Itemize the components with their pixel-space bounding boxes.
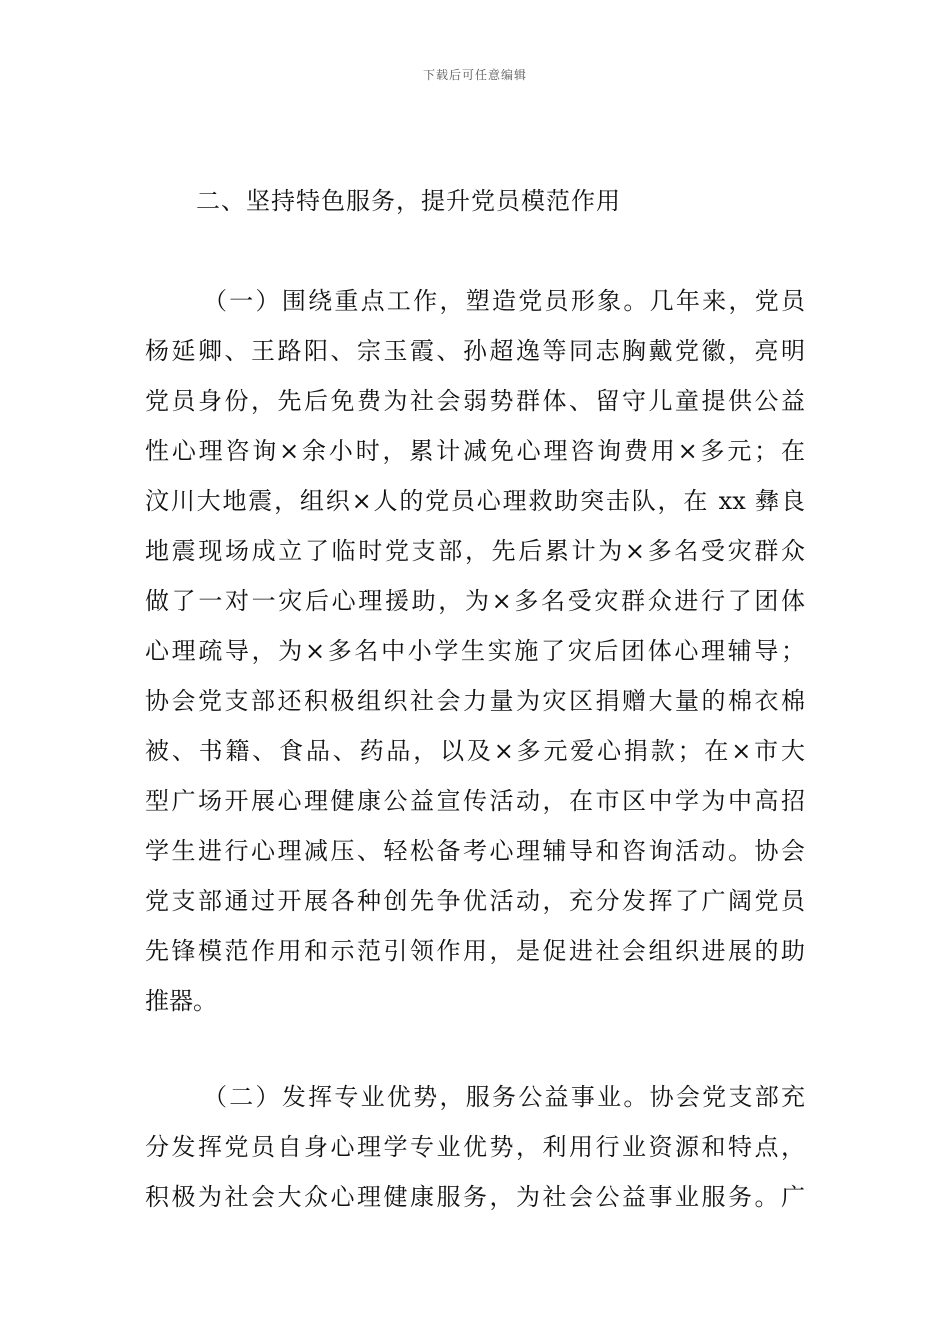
- paragraph-line: 积极为社会大众心理健康服务，为社会公益事业服务。广: [145, 1183, 805, 1211]
- paragraph-line: 党员身份，先后免费为社会弱势群体、留守儿童提供公益: [145, 387, 805, 415]
- paragraph-line: 做了一对一灾后心理援助，为×多名受灾群众进行了团体: [145, 587, 805, 615]
- paragraph-line: 型广场开展心理健康公益宣传活动，在市区中学为中高招: [145, 787, 805, 815]
- paragraph-line: 先锋模范作用和示范引领作用，是促进社会组织进展的助: [145, 937, 805, 965]
- paragraph-line: 推器。: [145, 987, 217, 1015]
- paragraph-line: 分发挥党员自身心理学专业优势，利用行业资源和特点，: [145, 1133, 805, 1161]
- paragraph-line: （二）发挥专业优势，服务公益事业。协会党支部充: [203, 1083, 805, 1111]
- paragraph-line: 协会党支部还积极组织社会力量为灾区捐赠大量的棉衣棉: [145, 687, 805, 715]
- section-heading: 二、坚持特色服务，提升党员模范作用: [196, 187, 621, 215]
- paragraph-1: [145, 276, 805, 1026]
- paragraph-line: 性心理咨询×余小时，累计减免心理咨询费用×多元；在: [145, 437, 805, 465]
- paragraph-line: 汶川大地震，组织×人的党员心理救助突击队，在 xx 彝良: [145, 487, 805, 515]
- paragraph-line: 学生进行心理减压、轻松备考心理辅导和咨询活动。协会: [145, 837, 805, 865]
- paragraph-2: [145, 1072, 805, 1222]
- page-header-note: 下载后可任意编辑: [422, 68, 527, 82]
- paragraph-line: 被、书籍、食品、药品，以及×多元爱心捐款；在×市大: [145, 737, 805, 765]
- paragraph-line: 地震现场成立了临时党支部，先后累计为×多名受灾群众: [145, 537, 805, 565]
- paragraph-line: 心理疏导，为×多名中小学生实施了灾后团体心理辅导；: [145, 637, 805, 665]
- paragraph-line: 杨延卿、王路阳、宗玉霞、孙超逸等同志胸戴党徽，亮明: [145, 337, 805, 365]
- paragraph-line: 党支部通过开展各种创先争优活动，充分发挥了广阔党员: [145, 887, 805, 915]
- paragraph-line: （一）围绕重点工作，塑造党员形象。几年来，党员: [203, 287, 805, 315]
